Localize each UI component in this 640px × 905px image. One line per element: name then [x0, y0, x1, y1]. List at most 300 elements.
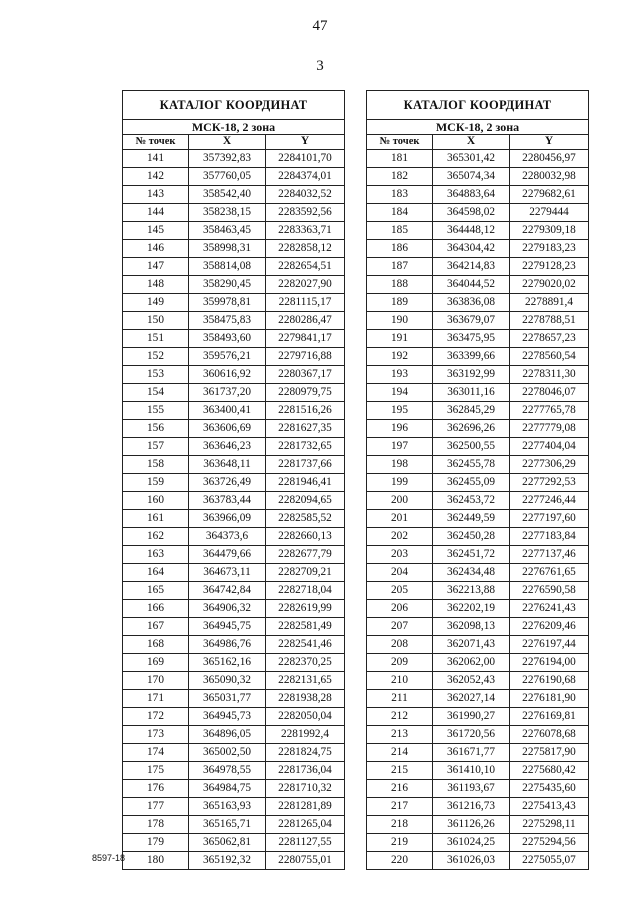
point-number-cell: 146 — [123, 240, 189, 258]
y-coordinate-cell: 2275680,42 — [510, 762, 589, 780]
point-number-cell: 216 — [367, 780, 433, 798]
x-coordinate-cell: 362202,19 — [433, 600, 510, 618]
table-row — [367, 834, 589, 852]
catalog-title: КАТАЛОГ КООРДИНАТ — [123, 91, 345, 120]
x-coordinate-cell: 364673,11 — [189, 564, 266, 582]
x-coordinate-cell: 362450,28 — [433, 528, 510, 546]
y-coordinate-cell: 2282619,99 — [266, 600, 345, 618]
x-coordinate-cell: 362500,55 — [433, 438, 510, 456]
table-row — [123, 384, 345, 402]
x-coordinate-cell: 362052,43 — [433, 672, 510, 690]
table-row — [367, 150, 589, 168]
y-coordinate-cell: 2281992,4 — [266, 726, 345, 744]
y-coordinate-cell: 2284101,70 — [266, 150, 345, 168]
point-number-cell: 171 — [123, 690, 189, 708]
y-coordinate-cell: 2282660,13 — [266, 528, 345, 546]
y-coordinate-cell: 2281732,65 — [266, 438, 345, 456]
table-row — [367, 312, 589, 330]
x-coordinate-cell: 362062,00 — [433, 654, 510, 672]
point-number-cell: 207 — [367, 618, 433, 636]
y-coordinate-cell: 2276181,90 — [510, 690, 589, 708]
y-coordinate-cell: 2279841,17 — [266, 330, 345, 348]
point-number-cell: 190 — [367, 312, 433, 330]
point-number-cell: 182 — [367, 168, 433, 186]
x-coordinate-cell: 358542,40 — [189, 186, 266, 204]
point-number-cell: 199 — [367, 474, 433, 492]
table-row — [123, 510, 345, 528]
table-row — [367, 726, 589, 744]
y-coordinate-cell: 2283363,71 — [266, 222, 345, 240]
x-coordinate-cell: 362434,48 — [433, 564, 510, 582]
y-coordinate-cell: 2281265,04 — [266, 816, 345, 834]
point-number-cell: 181 — [367, 150, 433, 168]
y-coordinate-cell: 2282370,25 — [266, 654, 345, 672]
y-coordinate-cell: 2282677,79 — [266, 546, 345, 564]
y-coordinate-cell: 2281281,89 — [266, 798, 345, 816]
table-row — [367, 636, 589, 654]
x-coordinate-cell: 363646,23 — [189, 438, 266, 456]
point-number-cell: 193 — [367, 366, 433, 384]
table-row — [367, 384, 589, 402]
table-row — [123, 762, 345, 780]
x-coordinate-cell: 365062,81 — [189, 834, 266, 852]
y-coordinate-cell: 2277183,84 — [510, 528, 589, 546]
table-row — [367, 654, 589, 672]
y-coordinate-cell: 2282541,46 — [266, 636, 345, 654]
x-coordinate-cell: 362453,72 — [433, 492, 510, 510]
table-row — [367, 744, 589, 762]
x-coordinate-cell: 365074,34 — [433, 168, 510, 186]
point-number-cell: 164 — [123, 564, 189, 582]
table-row — [123, 816, 345, 834]
x-coordinate-cell: 364945,75 — [189, 618, 266, 636]
y-coordinate-cell: 2281938,28 — [266, 690, 345, 708]
table-row — [123, 438, 345, 456]
table-row — [123, 240, 345, 258]
table-row — [367, 294, 589, 312]
table-row — [367, 276, 589, 294]
y-coordinate-cell: 2281127,55 — [266, 834, 345, 852]
y-coordinate-cell: 2281115,17 — [266, 294, 345, 312]
x-coordinate-cell: 361193,67 — [433, 780, 510, 798]
y-coordinate-cell: 2279128,23 — [510, 258, 589, 276]
table-row — [367, 600, 589, 618]
x-coordinate-cell: 362213,88 — [433, 582, 510, 600]
table-row — [367, 348, 589, 366]
y-coordinate-cell: 2275298,11 — [510, 816, 589, 834]
x-coordinate-cell: 358475,83 — [189, 312, 266, 330]
table-row — [123, 744, 345, 762]
table-row — [367, 168, 589, 186]
y-coordinate-cell: 2280367,17 — [266, 366, 345, 384]
x-coordinate-cell: 363475,95 — [433, 330, 510, 348]
y-coordinate-cell: 2276197,44 — [510, 636, 589, 654]
y-coordinate-cell: 2279309,18 — [510, 222, 589, 240]
point-number-cell: 202 — [367, 528, 433, 546]
x-coordinate-cell: 362455,09 — [433, 474, 510, 492]
point-number-cell: 152 — [123, 348, 189, 366]
coordinate-system-zone: МСК-18, 2 зона — [367, 120, 589, 135]
table-row — [123, 582, 345, 600]
table-row — [123, 690, 345, 708]
x-coordinate-cell: 363726,49 — [189, 474, 266, 492]
x-coordinate-cell: 361410,10 — [433, 762, 510, 780]
y-coordinate-cell: 2275294,56 — [510, 834, 589, 852]
point-number-cell: 197 — [367, 438, 433, 456]
point-number-cell: 157 — [123, 438, 189, 456]
y-coordinate-cell: 2282050,04 — [266, 708, 345, 726]
point-number-cell: 213 — [367, 726, 433, 744]
y-coordinate-cell: 2277404,04 — [510, 438, 589, 456]
x-coordinate-cell: 358290,45 — [189, 276, 266, 294]
table-row — [367, 204, 589, 222]
table-row — [367, 852, 589, 870]
point-number-cell: 205 — [367, 582, 433, 600]
point-number-cell: 167 — [123, 618, 189, 636]
y-coordinate-cell: 2278891,4 — [510, 294, 589, 312]
table-row — [123, 204, 345, 222]
x-coordinate-cell: 362451,72 — [433, 546, 510, 564]
table-row — [123, 492, 345, 510]
x-coordinate-cell: 357392,83 — [189, 150, 266, 168]
point-number-cell: 220 — [367, 852, 433, 870]
y-coordinate-cell: 2282718,04 — [266, 582, 345, 600]
y-coordinate-cell: 2278788,51 — [510, 312, 589, 330]
point-number-cell: 175 — [123, 762, 189, 780]
table-row — [123, 852, 345, 870]
point-number-cell: 158 — [123, 456, 189, 474]
y-coordinate-cell: 2278560,54 — [510, 348, 589, 366]
point-number-cell: 155 — [123, 402, 189, 420]
table-row — [123, 402, 345, 420]
x-coordinate-cell: 361216,73 — [433, 798, 510, 816]
table-row — [367, 366, 589, 384]
y-coordinate-cell: 2275817,90 — [510, 744, 589, 762]
x-coordinate-cell: 363836,08 — [433, 294, 510, 312]
x-coordinate-cell: 363399,66 — [433, 348, 510, 366]
table-row — [123, 186, 345, 204]
column-header-y: Y — [510, 135, 589, 150]
y-coordinate-cell: 2277292,53 — [510, 474, 589, 492]
y-coordinate-cell: 2276169,81 — [510, 708, 589, 726]
table-row — [123, 564, 345, 582]
y-coordinate-cell: 2277197,60 — [510, 510, 589, 528]
point-number-cell: 212 — [367, 708, 433, 726]
point-number-cell: 186 — [367, 240, 433, 258]
table-row — [123, 654, 345, 672]
x-coordinate-cell: 363400,41 — [189, 402, 266, 420]
table-row — [367, 618, 589, 636]
y-coordinate-cell: 2282709,21 — [266, 564, 345, 582]
coordinate-system-zone: МСК-18, 2 зона — [123, 120, 345, 135]
y-coordinate-cell: 2281710,32 — [266, 780, 345, 798]
x-coordinate-cell: 365165,71 — [189, 816, 266, 834]
table-row — [123, 168, 345, 186]
y-coordinate-cell: 2277306,29 — [510, 456, 589, 474]
point-number-cell: 203 — [367, 546, 433, 564]
x-coordinate-cell: 362071,43 — [433, 636, 510, 654]
table-row — [123, 528, 345, 546]
point-number-cell: 188 — [367, 276, 433, 294]
sheet-number: 3 — [316, 58, 324, 74]
y-coordinate-cell: 2281736,04 — [266, 762, 345, 780]
x-coordinate-cell: 365002,50 — [189, 744, 266, 762]
point-number-cell: 149 — [123, 294, 189, 312]
x-coordinate-cell: 365192,32 — [189, 852, 266, 870]
y-coordinate-cell: 2280032,98 — [510, 168, 589, 186]
point-number-cell: 154 — [123, 384, 189, 402]
x-coordinate-cell: 364978,55 — [189, 762, 266, 780]
point-number-cell: 151 — [123, 330, 189, 348]
y-coordinate-cell: 2276761,65 — [510, 564, 589, 582]
x-coordinate-cell: 364598,02 — [433, 204, 510, 222]
point-number-cell: 178 — [123, 816, 189, 834]
y-coordinate-cell: 2280979,75 — [266, 384, 345, 402]
point-number-cell: 170 — [123, 672, 189, 690]
y-coordinate-cell: 2277246,44 — [510, 492, 589, 510]
table-row — [367, 420, 589, 438]
point-number-cell: 185 — [367, 222, 433, 240]
table-row — [367, 492, 589, 510]
point-number-cell: 173 — [123, 726, 189, 744]
y-coordinate-cell: 2278046,07 — [510, 384, 589, 402]
point-number-cell: 215 — [367, 762, 433, 780]
point-number-cell: 206 — [367, 600, 433, 618]
table-row — [367, 528, 589, 546]
table-row — [123, 600, 345, 618]
x-coordinate-cell: 365301,42 — [433, 150, 510, 168]
point-number-cell: 189 — [367, 294, 433, 312]
x-coordinate-cell: 363648,11 — [189, 456, 266, 474]
y-coordinate-cell: 2281516,26 — [266, 402, 345, 420]
x-coordinate-cell: 358238,15 — [189, 204, 266, 222]
point-number-cell: 163 — [123, 546, 189, 564]
x-coordinate-cell: 358814,08 — [189, 258, 266, 276]
table-row — [123, 834, 345, 852]
x-coordinate-cell: 359576,21 — [189, 348, 266, 366]
point-number-cell: 208 — [367, 636, 433, 654]
y-coordinate-cell: 2282131,65 — [266, 672, 345, 690]
point-number-cell: 196 — [367, 420, 433, 438]
y-coordinate-cell: 2284032,52 — [266, 186, 345, 204]
table-row — [123, 546, 345, 564]
column-header-x: X — [433, 135, 510, 150]
point-number-cell: 160 — [123, 492, 189, 510]
y-coordinate-cell: 2279183,23 — [510, 240, 589, 258]
y-coordinate-cell: 2279682,61 — [510, 186, 589, 204]
x-coordinate-cell: 364479,66 — [189, 546, 266, 564]
table-row — [367, 474, 589, 492]
point-number-cell: 142 — [123, 168, 189, 186]
point-number-cell: 141 — [123, 150, 189, 168]
point-number-cell: 147 — [123, 258, 189, 276]
x-coordinate-cell: 361126,26 — [433, 816, 510, 834]
point-number-cell: 177 — [123, 798, 189, 816]
point-number-cell: 184 — [367, 204, 433, 222]
x-coordinate-cell: 364214,83 — [433, 258, 510, 276]
point-number-cell: 172 — [123, 708, 189, 726]
table-row — [123, 708, 345, 726]
y-coordinate-cell: 2276194,00 — [510, 654, 589, 672]
point-number-cell: 214 — [367, 744, 433, 762]
x-coordinate-cell: 364373,6 — [189, 528, 266, 546]
y-coordinate-cell: 2276209,46 — [510, 618, 589, 636]
x-coordinate-cell: 364742,84 — [189, 582, 266, 600]
table-row — [367, 438, 589, 456]
point-number-cell: 195 — [367, 402, 433, 420]
x-coordinate-cell: 365163,93 — [189, 798, 266, 816]
y-coordinate-cell: 2275055,07 — [510, 852, 589, 870]
table-row — [367, 402, 589, 420]
point-number-cell: 210 — [367, 672, 433, 690]
point-number-cell: 176 — [123, 780, 189, 798]
point-number-cell: 174 — [123, 744, 189, 762]
x-coordinate-cell: 361720,56 — [433, 726, 510, 744]
y-coordinate-cell: 2275413,43 — [510, 798, 589, 816]
y-coordinate-cell: 2277779,08 — [510, 420, 589, 438]
y-coordinate-cell: 2280456,97 — [510, 150, 589, 168]
x-coordinate-cell: 362845,29 — [433, 402, 510, 420]
point-number-cell: 161 — [123, 510, 189, 528]
table-row — [367, 564, 589, 582]
y-coordinate-cell: 2282094,65 — [266, 492, 345, 510]
x-coordinate-cell: 365031,77 — [189, 690, 266, 708]
table-row — [367, 708, 589, 726]
point-number-cell: 150 — [123, 312, 189, 330]
point-number-cell: 200 — [367, 492, 433, 510]
table-row — [367, 816, 589, 834]
table-row — [367, 456, 589, 474]
point-number-cell: 153 — [123, 366, 189, 384]
table-row — [123, 348, 345, 366]
x-coordinate-cell: 363966,09 — [189, 510, 266, 528]
point-number-cell: 179 — [123, 834, 189, 852]
point-number-cell: 148 — [123, 276, 189, 294]
table-row — [123, 780, 345, 798]
table-row — [123, 636, 345, 654]
y-coordinate-cell: 2282585,52 — [266, 510, 345, 528]
y-coordinate-cell: 2278657,23 — [510, 330, 589, 348]
y-coordinate-cell: 2281824,75 — [266, 744, 345, 762]
x-coordinate-cell: 364883,64 — [433, 186, 510, 204]
table-row — [123, 330, 345, 348]
x-coordinate-cell: 364906,32 — [189, 600, 266, 618]
point-number-cell: 143 — [123, 186, 189, 204]
x-coordinate-cell: 357760,05 — [189, 168, 266, 186]
point-number-cell: 180 — [123, 852, 189, 870]
table-row — [123, 474, 345, 492]
x-coordinate-cell: 359978,81 — [189, 294, 266, 312]
table-row — [123, 294, 345, 312]
y-coordinate-cell: 2280286,47 — [266, 312, 345, 330]
table-row — [123, 726, 345, 744]
point-number-cell: 168 — [123, 636, 189, 654]
point-number-cell: 211 — [367, 690, 433, 708]
y-coordinate-cell: 2282581,49 — [266, 618, 345, 636]
x-coordinate-cell: 364044,52 — [433, 276, 510, 294]
page-number: 47 — [312, 18, 328, 34]
table-row — [367, 798, 589, 816]
point-number-cell: 156 — [123, 420, 189, 438]
point-number-cell: 166 — [123, 600, 189, 618]
x-coordinate-cell: 365162,16 — [189, 654, 266, 672]
y-coordinate-cell: 2276190,68 — [510, 672, 589, 690]
x-coordinate-cell: 358998,31 — [189, 240, 266, 258]
y-coordinate-cell: 2282858,12 — [266, 240, 345, 258]
x-coordinate-cell: 363783,44 — [189, 492, 266, 510]
x-coordinate-cell: 362696,26 — [433, 420, 510, 438]
point-number-cell: 183 — [367, 186, 433, 204]
x-coordinate-cell: 364945,73 — [189, 708, 266, 726]
table-row — [123, 276, 345, 294]
y-coordinate-cell: 2277137,46 — [510, 546, 589, 564]
table-row — [123, 222, 345, 240]
table-row — [123, 618, 345, 636]
y-coordinate-cell: 2276078,68 — [510, 726, 589, 744]
y-coordinate-cell: 2281737,66 — [266, 456, 345, 474]
y-coordinate-cell: 2284374,01 — [266, 168, 345, 186]
x-coordinate-cell: 361024,25 — [433, 834, 510, 852]
table-row — [367, 762, 589, 780]
x-coordinate-cell: 362455,78 — [433, 456, 510, 474]
x-coordinate-cell: 361671,77 — [433, 744, 510, 762]
y-coordinate-cell: 2279444 — [510, 204, 589, 222]
x-coordinate-cell: 363606,69 — [189, 420, 266, 438]
point-number-cell: 198 — [367, 456, 433, 474]
table-row — [123, 798, 345, 816]
point-number-cell: 218 — [367, 816, 433, 834]
table-row — [367, 582, 589, 600]
y-coordinate-cell: 2281627,35 — [266, 420, 345, 438]
table-row — [123, 312, 345, 330]
table-row — [367, 510, 589, 528]
y-coordinate-cell: 2277765,78 — [510, 402, 589, 420]
table-row — [367, 780, 589, 798]
y-coordinate-cell: 2276590,58 — [510, 582, 589, 600]
x-coordinate-cell: 361737,20 — [189, 384, 266, 402]
x-coordinate-cell: 362027,14 — [433, 690, 510, 708]
y-coordinate-cell: 2282027,90 — [266, 276, 345, 294]
point-number-cell: 165 — [123, 582, 189, 600]
table-row — [123, 672, 345, 690]
document-code: 8597-18 — [92, 853, 126, 863]
column-header-y: Y — [266, 135, 345, 150]
table-row — [367, 258, 589, 276]
point-number-cell: 187 — [367, 258, 433, 276]
point-number-cell: 217 — [367, 798, 433, 816]
x-coordinate-cell: 364986,76 — [189, 636, 266, 654]
table-row — [367, 240, 589, 258]
x-coordinate-cell: 362098,13 — [433, 618, 510, 636]
table-row — [367, 186, 589, 204]
coordinate-catalog-table-right — [366, 90, 589, 870]
x-coordinate-cell: 364984,75 — [189, 780, 266, 798]
y-coordinate-cell: 2281946,41 — [266, 474, 345, 492]
table-row — [123, 258, 345, 276]
x-coordinate-cell: 361990,27 — [433, 708, 510, 726]
y-coordinate-cell: 2279020,02 — [510, 276, 589, 294]
table-row — [367, 222, 589, 240]
point-number-cell: 192 — [367, 348, 433, 366]
coordinate-catalog-table-left — [122, 90, 345, 870]
point-number-cell: 201 — [367, 510, 433, 528]
x-coordinate-cell: 364448,12 — [433, 222, 510, 240]
table-row — [123, 150, 345, 168]
point-number-cell: 219 — [367, 834, 433, 852]
y-coordinate-cell: 2275435,60 — [510, 780, 589, 798]
table-row — [367, 690, 589, 708]
point-number-cell: 209 — [367, 654, 433, 672]
